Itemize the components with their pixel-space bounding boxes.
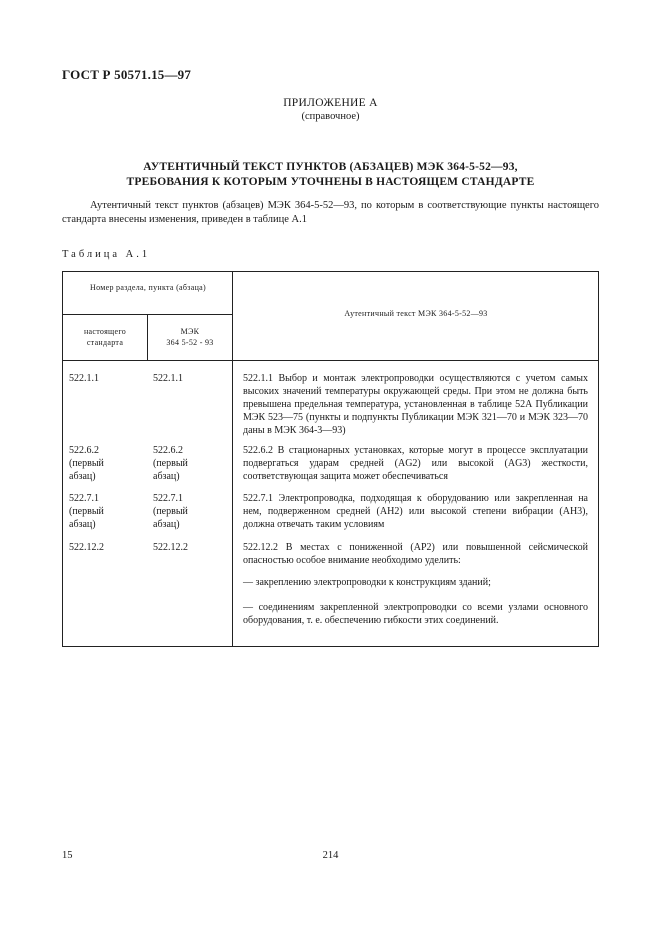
row4-item-1: — закреплению электропроводки к конструкциям зданий; — [243, 577, 491, 588]
appendix-title: ПРИЛОЖЕНИЕ А — [283, 97, 378, 109]
header-group: Номер раздела, пункта (абзаца) — [90, 283, 206, 292]
row3-col1: 522.7.1 (первый абзац) — [69, 493, 104, 530]
page-number-center: 214 — [322, 850, 339, 861]
table-divider — [63, 360, 598, 361]
row1-text: 522.1.1 Выбор и монтаж электропроводки осуществляются с учетом самых высоких значений температуры окружающей среды. При этом не должна быть превышена предельная температура, установленная в таблице 52А Публикации МЭК 523—75 (пункты и подпункты Публикации МЭК 321—70 и МЭК 323—70 даны в МЭК 364-3—93) — [243, 373, 588, 436]
header-col2-line1: МЭК — [180, 327, 200, 336]
table-divider — [63, 314, 232, 315]
row2-text: 522.6.2 В стационарных установках, которые могут в процессе эксплуатации подвергаться ударам средней (AG2) или высокой (AG3) жесткости, соответствующая защита может обеспечиваться — [243, 445, 588, 482]
header-col2 — [149, 326, 231, 348]
appendix-subtitle: (справочное) — [301, 111, 360, 122]
table-a1 — [62, 271, 599, 647]
document-code: ГОСТ Р 50571.15—97 — [62, 67, 192, 82]
row1-col1: 522.1.1 — [69, 373, 99, 384]
heading-line-2: ТРЕБОВАНИЯ К КОТОРЫМ УТОЧНЕНЫ В НАСТОЯЩЕМ СТАНДАРТЕ — [126, 176, 535, 188]
header-col1: настоящего стандарта — [83, 327, 127, 347]
row4-col2: 522.12.2 — [153, 542, 188, 553]
section-heading — [0, 160, 661, 190]
row1-col2: 522.1.1 — [153, 373, 183, 384]
heading-line-1: АУТЕНТИЧНЫЙ ТЕКСТ ПУНКТОВ (АБЗАЦЕВ) МЭК 364-5-52—93, — [143, 161, 518, 173]
row2-col2: 522.6.2 (первый абзац) — [153, 445, 188, 482]
header-col3: Аутентичный текст МЭК 364-5-52—93 — [344, 309, 488, 318]
table-caption: Таблица А.1 — [62, 249, 151, 260]
row3-col2: 522.7.1 (первый абзац) — [153, 493, 188, 530]
row4-text: 522.12.2 В местах с пониженной (АР2) или повышенной сейсмической опасностью особое внимание необходимо уделить: — [243, 542, 588, 566]
page-number-left: 15 — [62, 850, 73, 861]
row4-col1: 522.12.2 — [69, 542, 104, 553]
row2-col1: 522.6.2 (первый абзац) — [69, 445, 104, 482]
header-col2-line2: 364 5-52 - 93 — [166, 338, 214, 347]
table-divider — [147, 314, 148, 361]
row4-item-2: — соединениям закрепленной электропроводки со всеми узлами основного оборудования, т. е. обеспечению гибкости этих соединений. — [243, 602, 588, 626]
table-divider — [232, 272, 233, 646]
row3-text: 522.7.1 Электропроводка, подходящая к оборудованию или закрепленная на нем, подверженном средней (АН2) или высокой степени вибрации (АН3), должна отвечать таким условиям — [243, 493, 588, 530]
intro-paragraph: Аутентичный текст пунктов (абзацев) МЭК 364-5-52—93, по которым в соответствующие пункты настоящего стандарта внесены изменения, приведен в таблице А.1 — [62, 200, 599, 225]
